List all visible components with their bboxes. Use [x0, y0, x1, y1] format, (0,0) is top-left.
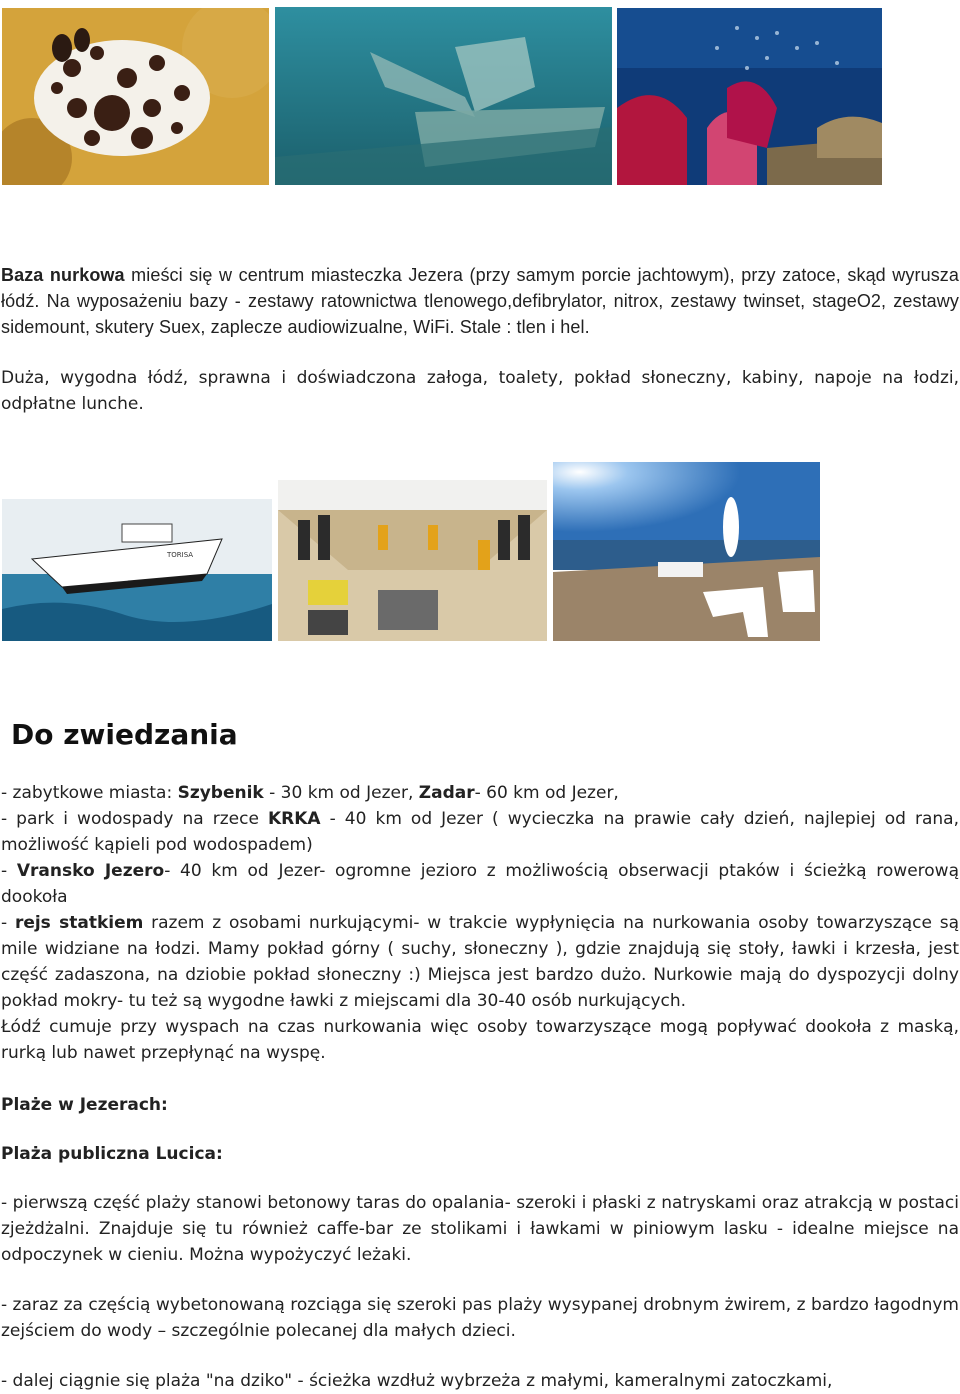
photo-boat-exterior: [2, 499, 272, 641]
boat-paragraph: Duża, wygodna łódź, sprawna i doświadczona załoga, toalety, pokład słoneczny, kabiny, napoje na łodzi, odpłatne lunche.: [1, 368, 959, 414]
beach-paragraph-1: - pierwszą część plaży stanowi betonowy taras do opalania- szeroki i płaski z natryskami oraz atrakcją w postaci zjeżdżalni. Znajduje się tu również caffe-bar ze stolikami i ławkami w piniowym lasku - idealne miejsce na odpoczynek w cieniu. Można wypożyczyć leżaki.: [1, 1193, 959, 1265]
beach-public-heading: Plaża publiczna Lucica:: [1, 1144, 223, 1164]
intro-text: mieści się w centrum miasteczka Jezera (przy samym porcie jachtowym), przy zatoce, skąd wyrusza łódź. Na wyposażeniu bazy - zestawy ratownictwa tlenowego,defibrylator, nitrox, zestawy twinset, stageO2, zestawy sidemount, skutery Suex, zaplecze audiowizualne, WiFi. Stale : tlen i hel.: [1, 265, 960, 337]
sightseeing-block: [1, 780, 959, 1066]
intro-title: Baza nurkowa: [1, 265, 125, 285]
sightseeing-line-vransko: - Vransko Jezero- 40 km od Jezer- ogromne jezioro z możliwością obserwacji ptaków i ścieżką rowerową dookoła: [1, 861, 959, 907]
photo-reef-fish: [617, 8, 882, 185]
photo-nudibranch: [2, 8, 269, 185]
sightseeing-line-cities: - zabytkowe miasta: Szybenik - 30 km od Jezer, Zadar- 60 km od Jezer,: [1, 783, 619, 803]
photo-boat-sun-deck: [553, 462, 820, 641]
beaches-heading: Plaże w Jezerach:: [1, 1095, 168, 1115]
photo-plane-wreck: [275, 7, 612, 185]
intro-paragraph: [1, 262, 959, 340]
sightseeing-line-krka: - park i wodospady na rzece KRKA - 40 km od Jezer ( wycieczka na prawie cały dzień, najlepiej od rana, możliwość kąpieli pod wodospadem): [1, 809, 959, 855]
section-heading: Do zwiedzania: [11, 718, 238, 751]
sightseeing-line-cruise: - rejs statkiem razem z osobami nurkującymi- w trakcie wypłynięcia na nurkowania osoby towarzyszące są mile widziane na łodzi. Mamy pokład górny ( suchy, słoneczny ), gdzie znajdują się stoły, ławki i krzesła, jest część zadaszona, na dziobie pokład słoneczny :) Miejsca jest bardzo dużo. Nurkowie mają do dyspozycji dolny pokład mokry- tu też są wygodne ławki z miejscami dla 30-40 osób nurkujących.: [1, 913, 959, 1011]
photo-boat-deck-gear: [278, 480, 547, 641]
boat-name: TORISA: [167, 551, 194, 559]
beach-paragraph-3: - dalej ciągnie się plaża "na dziko" - ścieżka wzdłuż wybrzeża z małymi, kameralnymi zatoczkami,: [1, 1371, 833, 1391]
beach-paragraph-2: - zaraz za częścią wybetonowaną rozciąga się szeroki pas plaży wysypanej drobnym żwirem, z bardzo łagodnym zejściem do wody – szczególnie polecanej dla małych dzieci.: [1, 1295, 959, 1341]
sightseeing-line-mooring: Łódź cumuje przy wyspach na czas nurkowania więc osoby towarzyszące mogą popływać dookoła z maską, rurką lub nawet przepłynąć na wyspę.: [1, 1017, 959, 1063]
